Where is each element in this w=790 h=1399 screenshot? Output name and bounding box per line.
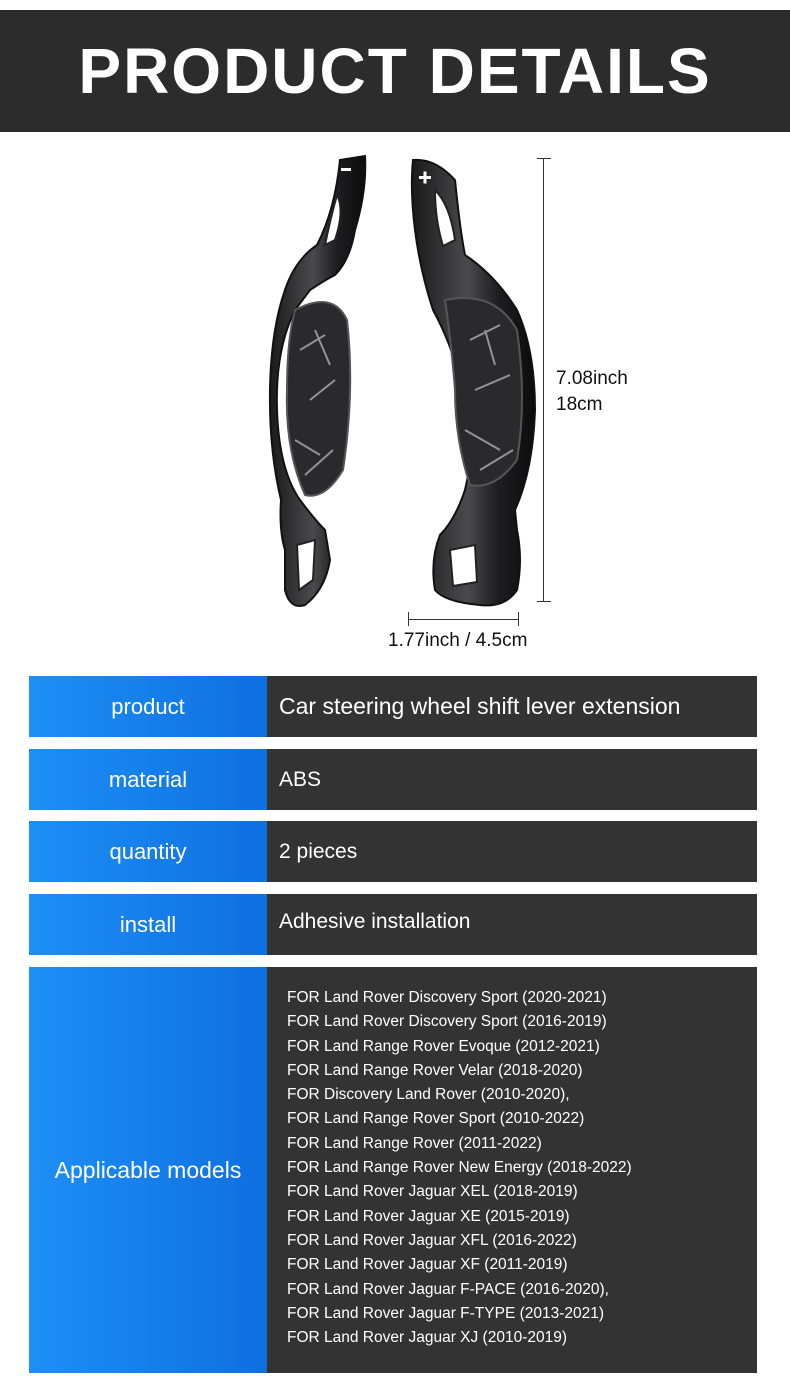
spec-value: 2 pieces	[267, 821, 757, 882]
spec-label: quantity	[29, 821, 267, 882]
spec-label: install	[29, 894, 267, 955]
spec-value: Adhesive installation	[267, 894, 757, 955]
page-title: PRODUCT DETAILS	[78, 35, 712, 107]
models-list	[279, 986, 632, 1350]
width-dimension-label: 1.77inch / 4.5cm	[388, 630, 528, 651]
list-item: FOR Land Range Rover Evoque (2012-2021)	[287, 1037, 600, 1055]
height-inch: 7.08inch	[556, 368, 628, 389]
list-item: FOR Land Range Rover New Energy (2018-2022)	[287, 1159, 632, 1177]
list-item: FOR Land Range Rover (2011-2022)	[287, 1134, 542, 1152]
models-list-container	[267, 967, 757, 1373]
paddle-shifters-image	[255, 150, 555, 620]
spec-label: Applicable models	[29, 967, 267, 1373]
height-cm: 18cm	[556, 394, 603, 415]
spec-row-models	[29, 967, 757, 1373]
list-item: FOR Land Rover Discovery Sport (2020-2021)	[287, 989, 607, 1006]
list-item: FOR Land Rover Jaguar XE (2015-2019)	[287, 1207, 570, 1225]
left-paddle	[270, 156, 365, 606]
list-item: FOR Discovery Land Rover (2010-2020),	[287, 1086, 570, 1104]
height-dimension-line	[537, 158, 551, 602]
spec-row-material	[29, 749, 757, 810]
list-item: FOR Land Rover Jaguar XJ (2010-2019)	[287, 1329, 568, 1347]
minus-icon	[341, 168, 351, 171]
spec-label: product	[29, 676, 267, 737]
list-item: FOR Land Rover Jaguar F-TYPE (2013-2021)	[287, 1304, 605, 1322]
spec-row-product	[29, 676, 757, 737]
width-dimension-line	[408, 612, 519, 626]
list-item: FOR Land Range Rover Sport (2010-2022)	[287, 1110, 585, 1128]
list-item: FOR Land Rover Jaguar XFL (2016-2022)	[287, 1231, 577, 1249]
list-item: FOR Land Rover Jaguar XEL (2018-2019)	[287, 1183, 578, 1201]
list-item: FOR Land Rover Jaguar F-PACE (2016-2020),	[287, 1280, 609, 1298]
list-item: FOR Land Rover Discovery Sport (2016-2019)	[287, 1013, 607, 1031]
spec-row-install	[29, 894, 757, 955]
header-banner	[0, 10, 790, 132]
height-dimension-label	[556, 366, 628, 418]
spec-label: material	[29, 749, 267, 810]
list-item: FOR Land Rover Jaguar XF (2011-2019)	[287, 1256, 568, 1274]
spec-value: Car steering wheel shift lever extension	[267, 676, 757, 737]
right-paddle	[412, 160, 535, 606]
spec-value: ABS	[267, 749, 757, 810]
spec-row-quantity	[29, 821, 757, 882]
list-item: FOR Land Range Rover Velar (2018-2020)	[287, 1061, 583, 1079]
